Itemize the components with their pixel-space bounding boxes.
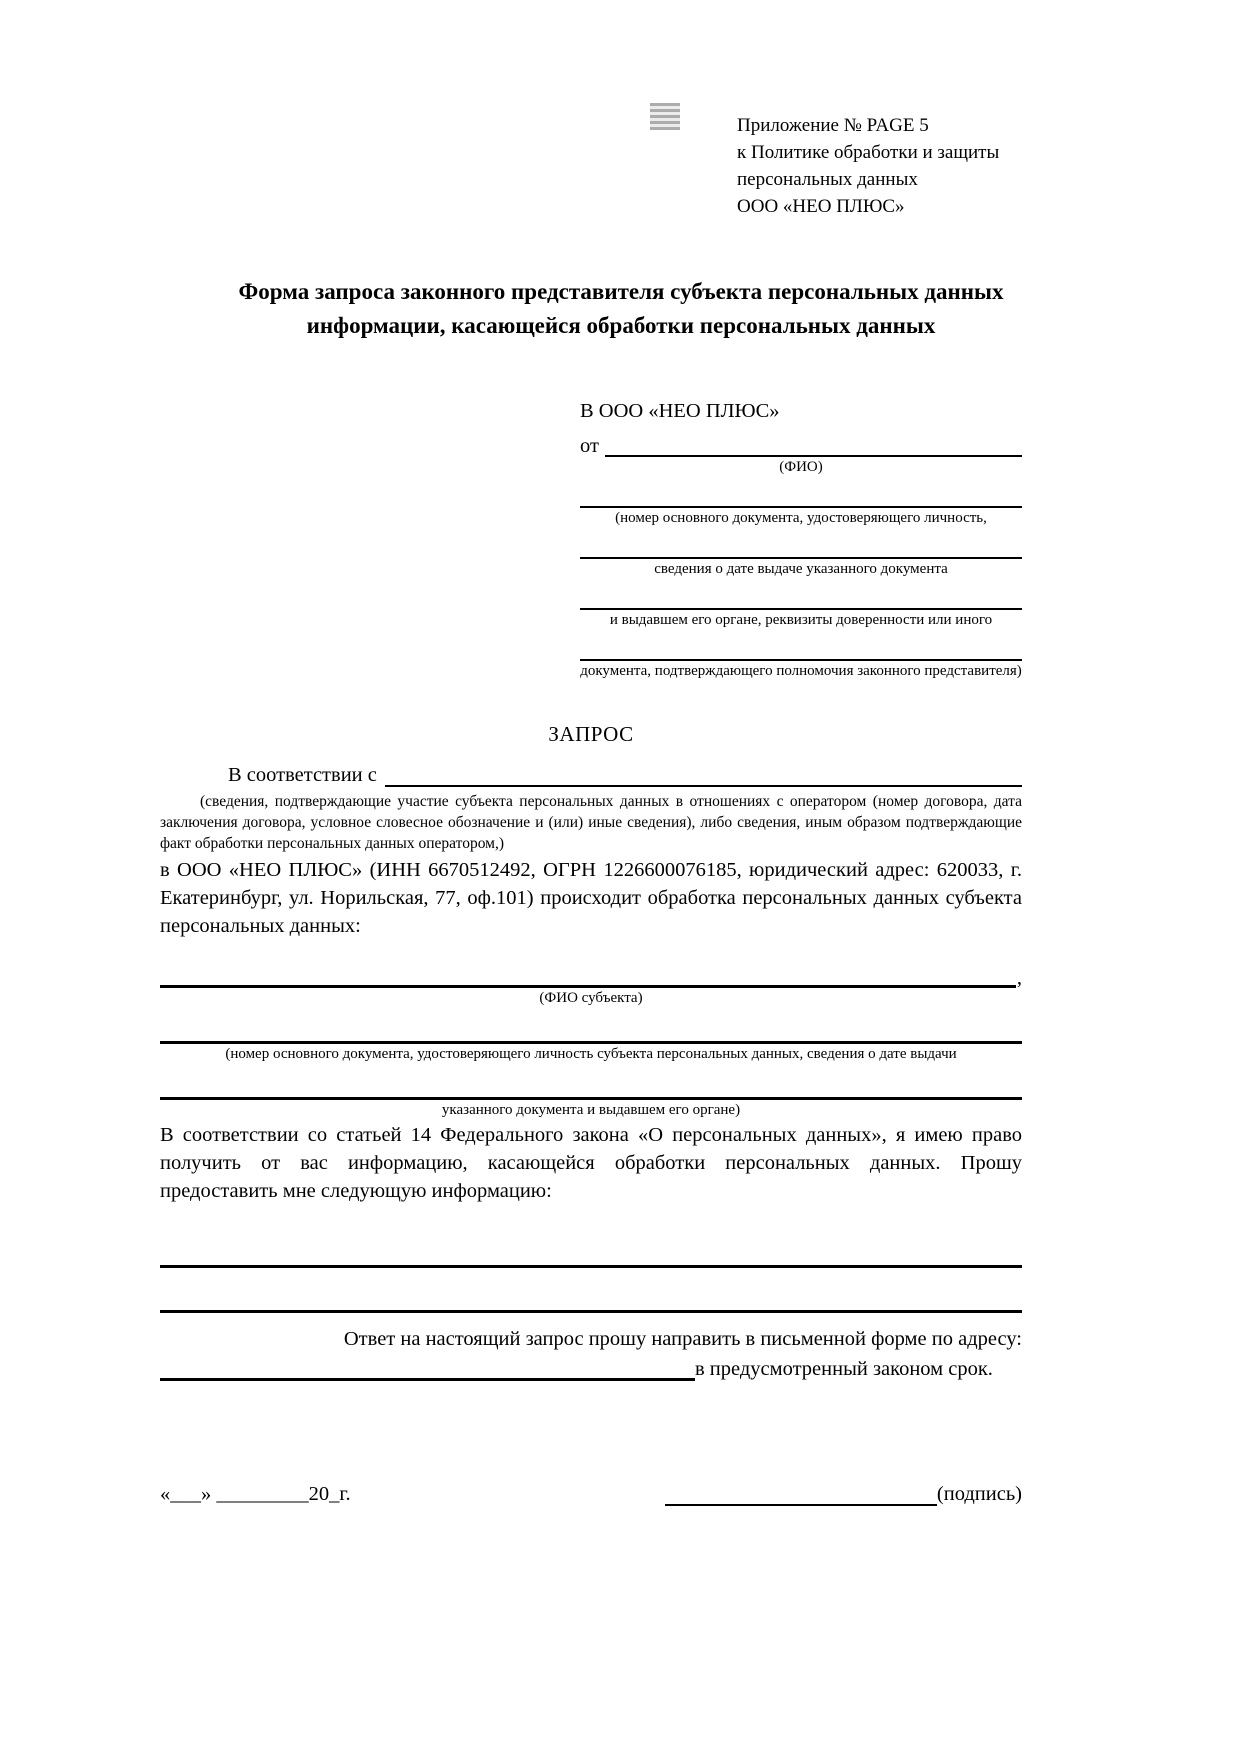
signature-caption: (подпись) (936, 1483, 1022, 1505)
subject-name-row (160, 962, 1022, 988)
form-title (0, 275, 1242, 343)
answer-address-row (160, 1353, 1022, 1381)
document-number-caption: (номер основного документа, удостоверяющего личность, (615, 510, 987, 526)
addressee-to: В ООО «НЕО ПЛЮС» (580, 400, 780, 422)
addressee-block (580, 398, 1022, 680)
page-header (0, 0, 1242, 240)
requested-info-blank-line (160, 1239, 1022, 1268)
document-body (160, 398, 1022, 1506)
issuing-authority-caption: и выдавшем его органе, реквизиты доверенности или иного (609, 612, 993, 628)
signature-group (665, 1480, 1022, 1506)
operator-paragraph: в ООО «НЕО ПЛЮС» (ИНН 6670512492, ОГРН 1226600076185, юридический адрес: 620033, г. Екатеринбург, ул. Норильская, 77, оф.101) происходит обработка персональных данных субъекта персональных данных: (160, 859, 1022, 937)
issue-date-caption: сведения о дате выдаче указанного документа (654, 561, 948, 577)
form-title-line1: Форма запроса законного представителя субъекта персональных данных (238, 279, 1004, 304)
appendix-line: Приложение № PAGE 5 (737, 115, 929, 136)
representative-name-blank-line (605, 433, 1022, 457)
appendix-block (737, 112, 999, 220)
answer-term-text: в предусмотренный законом срок. (695, 1358, 993, 1380)
subject-name-blank-line (160, 961, 1016, 988)
in-accordance-label: В соответствии с (228, 764, 377, 786)
issuing-authority-blank-line (580, 578, 1022, 610)
requested-info-blank-line (160, 1268, 1022, 1313)
authority-document-blank-line (580, 629, 1022, 661)
subject-document-authority-caption: указанного документа и выдавшем его органе) (441, 1102, 741, 1118)
subject-name-trailing-comma: , (1016, 967, 1022, 989)
document-number-blank-line (580, 476, 1022, 508)
subject-fio-caption: (ФИО субъекта) (539, 990, 643, 1006)
request-heading: ЗАПРОС (548, 722, 634, 746)
answer-address-line: Ответ на настоящий запрос прошу направить в письменной форме по адресу: (343, 1328, 1022, 1350)
answer-address-blank-line (160, 1354, 695, 1381)
subject-document-blank-line (160, 1007, 1022, 1044)
from-row (580, 431, 1022, 457)
fine-print-note: (сведения, подтверждающие участие субъекта персональных данных в отношениях с оператором (номер договора, дата заключения договора, условное словесное обозначение и (или) иные сведения), либо сведения, иным образом подтверждающие факт обработки персональных данных оператором,) (160, 793, 1022, 852)
subject-document-caption: (номер основного документа, удостоверяющего личность субъекта персональных данных, сведения о дате выдачи (225, 1046, 957, 1062)
authority-document-caption: документа, подтверждающего полномочия законного представителя) (580, 663, 1022, 679)
in-accordance-row (160, 757, 1022, 787)
appendix-line: к Политике обработки и защиты (737, 142, 1000, 163)
appendix-line: персональных данных (737, 169, 918, 190)
subject-document-authority-blank-line (160, 1063, 1022, 1100)
from-label: от (580, 435, 599, 457)
striped-image-icon (650, 103, 680, 130)
form-title-line2: информации, касающейся обработки персональных данных (306, 313, 936, 338)
date-blank-text: «___» _________20_г. (160, 1483, 351, 1505)
date-signature-row (160, 1476, 1022, 1506)
signature-blank-line (665, 1480, 937, 1506)
appendix-line: ООО «НЕО ПЛЮС» (737, 196, 905, 217)
fio-caption: (ФИО) (779, 459, 823, 475)
law-paragraph: В соответствии со статьей 14 Федерального закона «О персональных данных», я имею право получить от вас информацию, касающейся обработки персональных данных. Прошу предоставить мне следующую информацию: (160, 1124, 1022, 1202)
in-accordance-blank-line (385, 761, 1022, 787)
issue-date-blank-line (580, 527, 1022, 559)
